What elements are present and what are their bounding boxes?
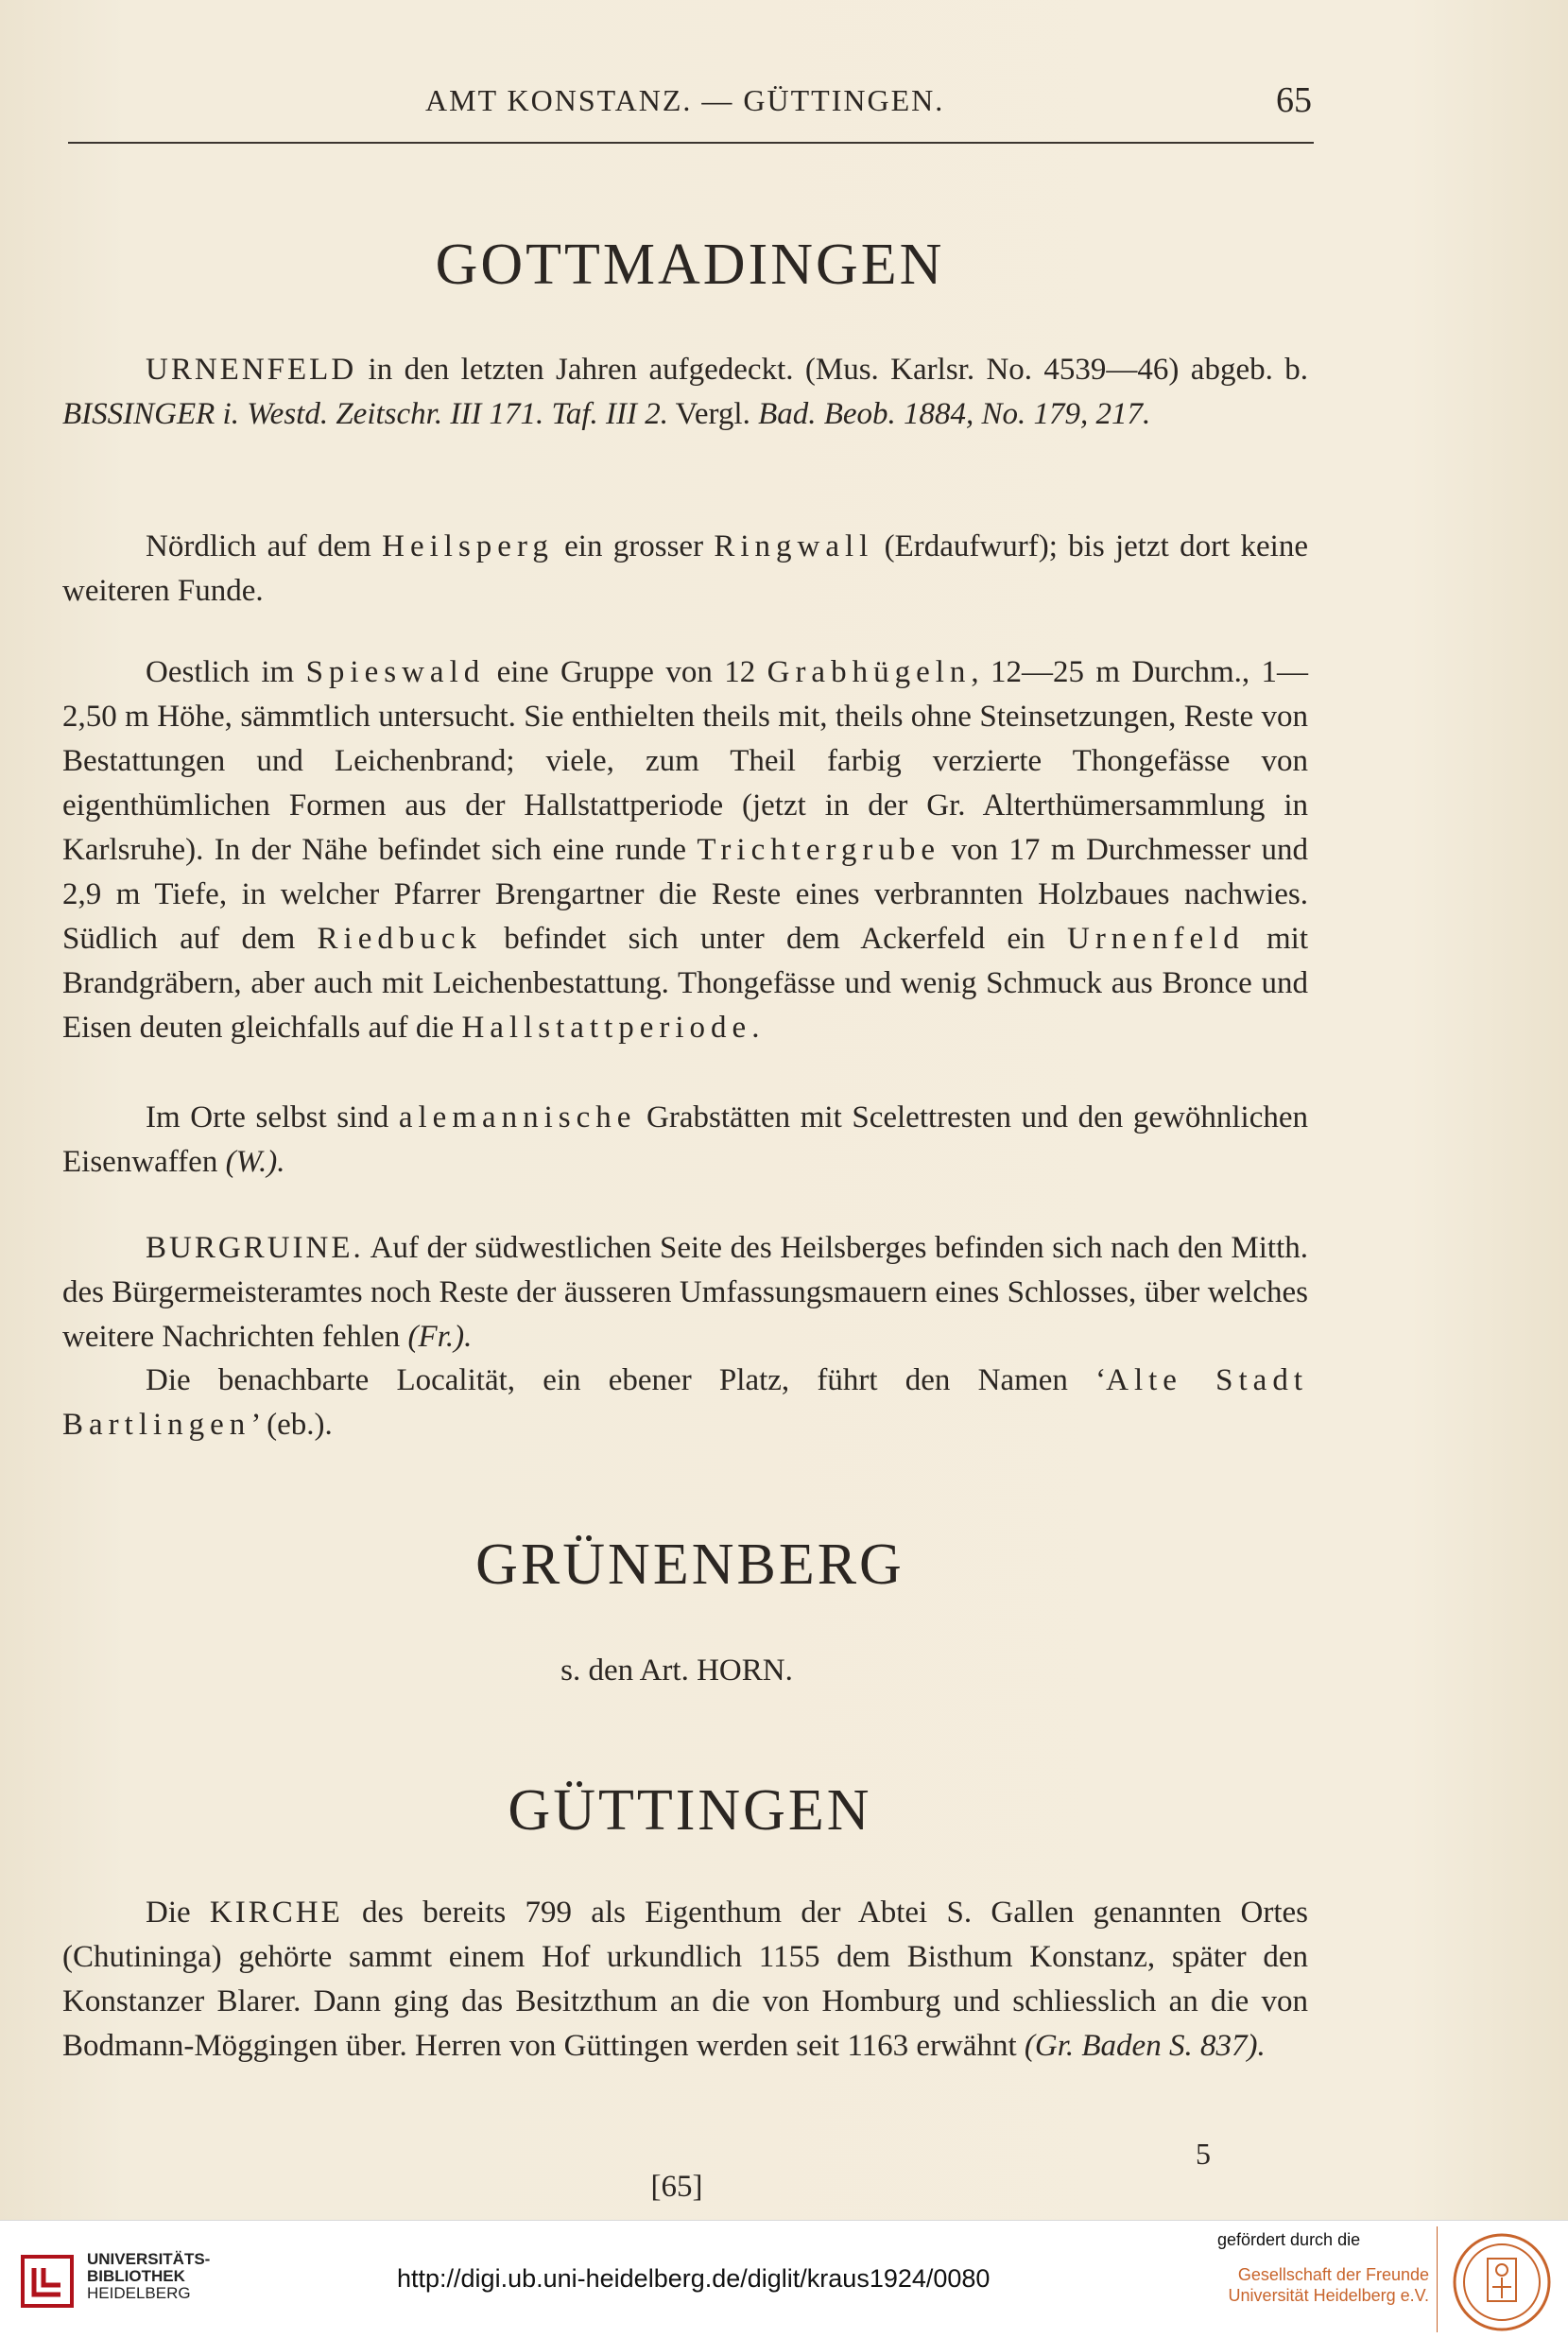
- text-run: Die: [146, 1896, 210, 1930]
- funded-by-label: gefördert durch die: [1217, 2230, 1361, 2249]
- spaced-term: Riedbuck: [317, 922, 482, 956]
- term-burgruine: BURGRUINE.: [146, 1231, 364, 1265]
- society-line: Universität Heidelberg e.V.: [1228, 2286, 1429, 2305]
- spaced-term: Heilsperg: [382, 529, 554, 563]
- page-number: 65: [1276, 80, 1312, 120]
- header-rule: [68, 142, 1314, 144]
- text-run: mit Brandgräbern, aber auch mit Leichenbestattung. Thongefässe und wenig Schmuck aus Bronce und Eisen deuten gleichfalls auf die: [62, 922, 1309, 1045]
- signature-mark: 5: [1196, 2137, 1211, 2171]
- paragraph-urnenfeld: [62, 348, 1308, 437]
- text-run: ein grosser: [553, 529, 715, 563]
- paragraph-bartlingen: [62, 1359, 1308, 1447]
- text-run: Nördlich auf dem: [146, 529, 383, 563]
- paragraph-heilsperg: [62, 525, 1308, 614]
- spaced-term: Alte Stadt Bartlingen: [62, 1363, 1308, 1442]
- text-run: Vergl.: [668, 397, 759, 431]
- spaced-term: Ringwall: [714, 529, 874, 563]
- paragraph-burgruine: [62, 1226, 1308, 1360]
- library-line: HEIDELBERG: [87, 2284, 191, 2302]
- society-name: [1212, 2264, 1429, 2306]
- text-run: .: [751, 1011, 760, 1045]
- library-line: UNIVERSITÄTS-: [87, 2250, 211, 2268]
- text-run: Oestlich im: [146, 655, 306, 689]
- term-urnenfeld: URNENFELD: [146, 353, 357, 387]
- citation: (Fr.).: [407, 1320, 473, 1354]
- society-line: Gesellschaft der Freunde: [1237, 2265, 1429, 2284]
- citation: (Gr. Baden S. 837).: [1024, 2029, 1266, 2063]
- paragraph-alemannische: [62, 1096, 1308, 1185]
- paragraph-spieswald: [62, 650, 1308, 1050]
- text-run: in den letzten Jahren aufgedeckt. (Mus. Karlsr. No. 4539—46) abgeb. b.: [356, 353, 1308, 387]
- term-kirche: KIRCHE: [209, 1896, 343, 1930]
- text-run: Im Orte selbst sind: [146, 1100, 399, 1134]
- university-seal-icon: [1450, 2230, 1554, 2334]
- spaced-term: Hallstattperiode: [461, 1011, 752, 1045]
- cross-reference: s. den Art. HORN.: [560, 1654, 793, 1688]
- spaced-term: Trichtergrube: [697, 833, 941, 867]
- footer-divider: [1437, 2226, 1438, 2332]
- text-run: eine Gruppe von 12: [485, 655, 767, 689]
- library-name: [87, 2251, 210, 2302]
- footer-bar: [0, 2220, 1568, 2338]
- text-run: Die benachbarte Localität, ein ebener Platz, führt den Namen ‘: [146, 1363, 1107, 1397]
- text-run: ’ (eb.).: [250, 1408, 333, 1442]
- text-run: Auf der südwestlichen Seite des Heilsberges befinden sich nach den Mitth. des Bürgermeisteramtes noch Reste der äusseren Umfassungsmauern eines Schlosses, über welches weitere Nachrichten fehlen: [62, 1231, 1308, 1354]
- citation: BISSINGER i. Westd. Zeitschr. III 171. Taf. III 2.: [62, 397, 669, 431]
- heading-guettingen: GÜTTINGEN: [508, 1778, 872, 1843]
- text-run: (Erdaufwurf); bis jetzt dort keine weiteren Funde.: [62, 529, 1308, 608]
- text-run: , 12—25 m Durchm., 1—2,50 m Höhe, sämmtlich untersucht. Sie enthielten theils mit, theils ohne Steinsetzungen, Reste von Bestattungen und Leichenbrand; viele, zum Theil farbig verzierte Thongefässe von eigenthümlichen Formen aus der Hallstattperiode (jetzt in der Gr. Alterthümersammlung in Karlsruhe). In der Nähe befindet sich eine runde: [62, 655, 1308, 867]
- running-head-title: AMT KONSTANZ. — GÜTTINGEN.: [425, 83, 945, 117]
- heading-gruenenberg: GRÜNENBERG: [475, 1533, 905, 1597]
- text-run: Grabstätten mit Scelettresten und den gewöhnlichen Eisenwaffen: [62, 1100, 1308, 1179]
- spaced-term: Urnenfeld: [1066, 922, 1245, 956]
- library-line: BIBLIOTHEK: [87, 2267, 185, 2285]
- permalink-url[interactable]: http://digi.ub.uni-heidelberg.de/diglit/kraus1924/0080: [397, 2264, 991, 2293]
- spaced-term: Spieswald: [305, 655, 486, 689]
- text-run: befindet sich unter dem Ackerfeld ein: [482, 922, 1067, 956]
- bracket-page-number: [65]: [650, 2170, 703, 2204]
- text-run: von 17 m Durchmesser und 2,9 m Tiefe, in welcher Pfarrer Brengartner die Reste eines verbrannten Holzbaues nachwies. Südlich auf dem: [62, 833, 1308, 956]
- citation: (W.).: [225, 1145, 285, 1179]
- ub-heidelberg-logo-icon: [21, 2255, 74, 2308]
- spaced-term: alemannische: [398, 1100, 637, 1134]
- heading-gottmadingen: GOTTMADINGEN: [435, 233, 945, 297]
- text-run: des bereits 799 als Eigenthum der Abtei S. Gallen genannten Ortes (Chutininga) gehörte sammt einem Hof urkundlich 1155 dem Bisthum Konstanz, später den Konstanzer Blarer. Dann ging das Besitzthum an die von Homburg und schliesslich an die von Bodmann-Möggingen über. Herren von Güttingen werden seit 1163 erwähnt: [62, 1896, 1308, 2063]
- paragraph-kirche: [62, 1891, 1308, 2069]
- spaced-term: Grabhügeln: [767, 655, 972, 689]
- citation: Bad. Beob. 1884, No. 179, 217.: [758, 397, 1151, 431]
